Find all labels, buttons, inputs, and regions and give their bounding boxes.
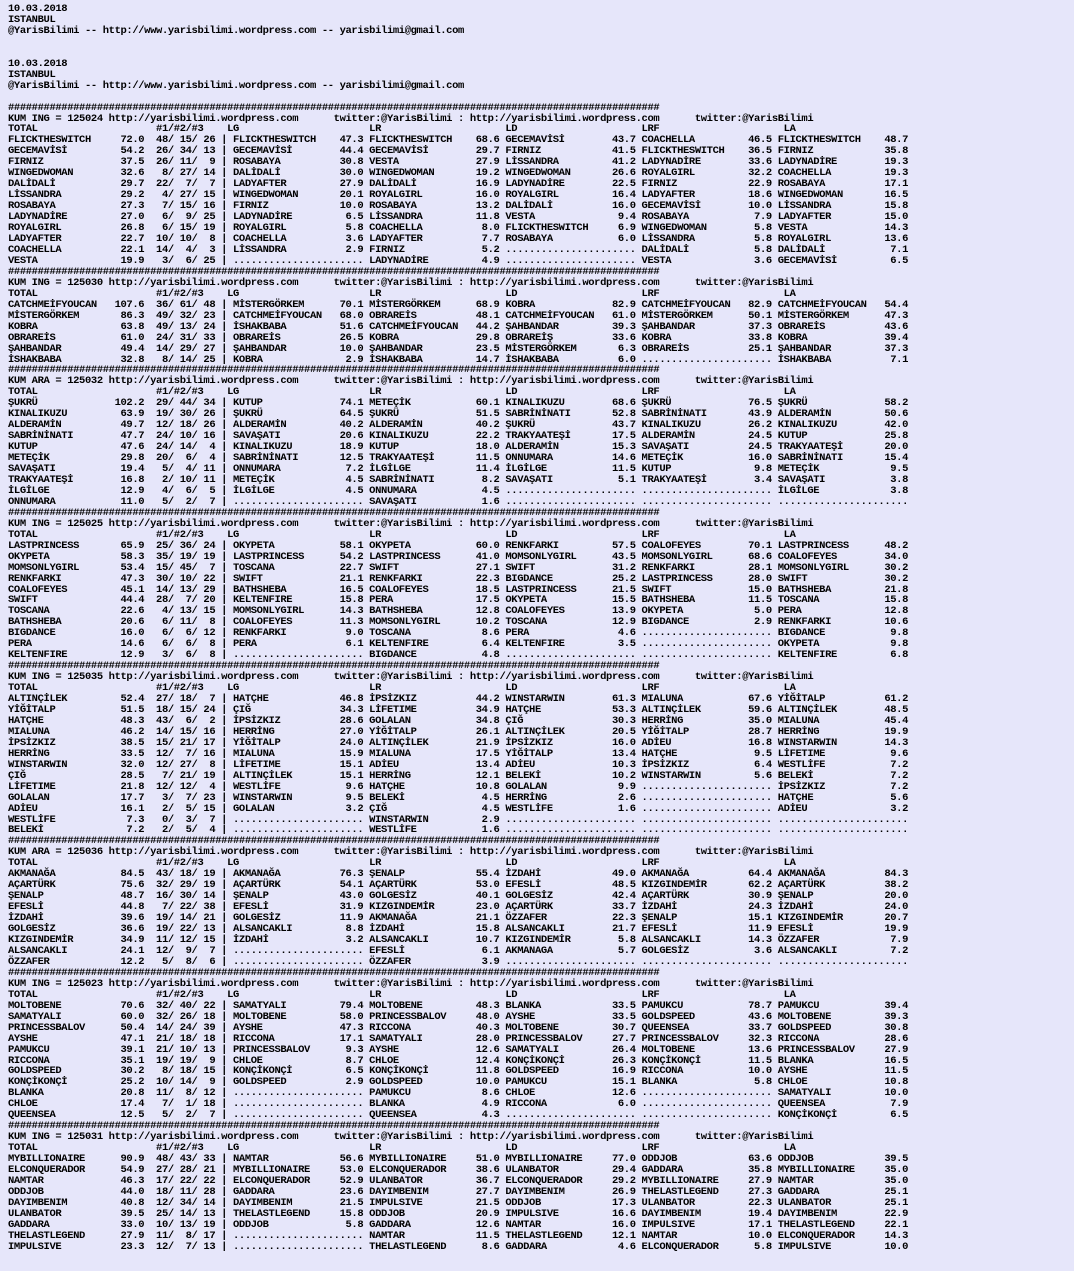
table-row: BIGDANCE 16.0 6/ 6/ 12 | RENKFARKI 9.0 TOSCANA 8.6 PERA 4.6 ...................... BIGDANCE 9.8 <box>8 627 908 640</box>
table-row: MİSTERGÖRKEM 86.3 49/ 32/ 23 | CATCHMEİFYOUCAN 68.0 OBRAREİS 48.1 CATCHMEİFYOUCAN 61.0 MİSTERGÖRKEM 50.1 MİSTERGÖRKEM 47.3 <box>8 309 908 322</box>
table-row: DALİDALİ 29.7 22/ 7/ 7 | LADYAFTER 27.9 DALİDALİ 16.9 LADYNADİRE 22.5 FIRNIZ 22.9 ROSABAYA 17.1 <box>8 178 908 191</box>
section-separator: ############################################################################################################## <box>8 101 660 114</box>
race-header-line: KUM ING = 125031 http://yarisbilimi.wordpress.com twitter:@YarisBilimi : http://yarisbilimi.wordpress.com twitter:@YarisBilimi <box>8 1131 814 1144</box>
table-row: GOLDSPEED 30.2 8/ 18/ 15 | KONÇİKONÇİ 6.5 KONÇİKONÇİ 11.8 GOLDSPEED 16.9 RICCONA 10.0 AYSHE 11.5 <box>8 1065 908 1078</box>
header-contact: @YarisBilimi -- http://www.yarisbilimi.wordpress.com -- yarisbilimi@gmail.com <box>8 79 464 92</box>
table-row: METEÇİK 29.8 20/ 6/ 4 | SABRİNİNATI 12.5 TRAKYAATEŞİ 11.5 ONNUMARA 14.6 METEÇİK 16.0 SABRİNİNATI 15.4 <box>8 452 908 465</box>
column-header-line: TOTAL #1/#2/#3 LG LR LD LRF LA <box>8 287 796 300</box>
section-separator: ############################################################################################################## <box>8 966 660 979</box>
table-row: LADYNADİRE 27.0 6/ 9/ 25 | LADYNADİRE 6.5 LİSSANDRA 11.8 VESTA 9.4 ROSABAYA 7.9 LADYAFTER 15.0 <box>8 211 908 224</box>
table-row: BELEKİ 7.2 2/ 5/ 4 | ...................... WESTLİFE 1.6 ...................... ...................... ...................... <box>8 824 908 837</box>
table-row: KINALIKUZU 63.9 19/ 30/ 26 | ŞUKRÜ 64.5 ŞUKRÜ 51.5 SABRİNİNATI 52.8 SABRİNİNATI 43.9 ALDERAMİN 50.6 <box>8 408 908 421</box>
column-header-line: TOTAL #1/#2/#3 LG LR LD LRF LA <box>8 528 796 541</box>
header-date: 10.03.2018 <box>8 3 68 15</box>
race-header-line: KUM ARA = 125032 http://yarisbilimi.wordpress.com twitter:@YarisBilimi : http://yarisbilimi.wordpress.com twitter:@YarisBilimi <box>8 375 814 388</box>
table-row: GOLGESİZ 36.6 19/ 22/ 13 | ALSANCAKLI 8.8 İZDAHİ 15.8 ALSANCAKLI 21.7 EFESLİ 11.9 EFESLİ 19.9 <box>8 923 908 936</box>
table-row: DAYIMBENIM 40.8 12/ 34/ 14 | DAYIMBENIM 21.5 IMPULSIVE 21.5 ODDJOB 17.3 ULANBATOR 22.3 ULANBATOR 25.1 <box>8 1196 908 1209</box>
table-row: KONÇİKONÇİ 25.2 10/ 14/ 9 | GOLDSPEED 2.9 GOLDSPEED 10.0 PAMUKCU 15.1 BLANKA 5.8 CHLOE 10.8 <box>8 1076 908 1089</box>
table-row: SAVAŞATI 19.4 5/ 4/ 11 | ONNUMARA 7.2 İLGİLGE 11.4 İLGİLGE 11.5 KUTUP 9.8 METEÇİK 9.5 <box>8 463 908 476</box>
race-section <box>8 967 908 1121</box>
header-city: ISTANBUL <box>8 13 56 26</box>
table-row: ODDJOB 44.0 18/ 11/ 28 | GADDARA 23.6 DAYIMBENIM 27.7 DAYIMBENIM 26.9 THELASTLEGEND 27.3 GADDARA 25.1 <box>8 1185 908 1198</box>
race-section <box>8 266 908 366</box>
race-header-line: KUM ING = 125030 http://yarisbilimi.wordpress.com twitter:@YarisBilimi : http://yarisbilimi.wordpress.com twitter:@YarisBilimi <box>8 276 814 289</box>
table-row: KUTUP 47.6 24/ 14/ 4 | KINALIKUZU 18.9 KUTUP 18.0 ALDERAMİN 15.3 SAVAŞATI 24.5 TRAKYAATEŞİ 20.0 <box>8 441 908 454</box>
race-section <box>8 1120 908 1252</box>
table-row: TRAKYAATEŞİ 16.8 2/ 10/ 11 | METEÇİK 4.5 SABRİNİNATI 8.2 SAVAŞATI 5.1 TRAKYAATEŞİ 3.4 SAVAŞATI 3.8 <box>8 473 908 486</box>
section-separator: ############################################################################################################## <box>8 265 660 278</box>
section-separator: ############################################################################################################## <box>8 364 660 377</box>
table-row: COALOFEYES 45.1 14/ 13/ 29 | BATHSHEBA 16.5 COALOFEYES 18.5 LASTPRINCESS 21.5 SWIFT 15.0 BATHSHEBA 21.8 <box>8 583 908 596</box>
table-row: YİĞİTALP 51.5 18/ 15/ 24 | ÇIĞ 34.3 LİFETIME 34.9 HATÇHE 53.3 ALTINÇİLEK 59.6 ALTINÇİLEK 48.5 <box>8 704 908 716</box>
race-header-line: KUM ING = 125024 http://yarisbilimi.wordpress.com twitter:@YarisBilimi : http://yarisbilimi.wordpress.com twitter:@YarisBilimi <box>8 112 814 125</box>
table-row: HATÇHE 48.3 43/ 6/ 2 | İPSİZKIZ 28.6 GOLALAN 34.8 ÇIĞ 30.3 HERRİNG 35.0 MIALUNA 45.4 <box>8 714 908 727</box>
table-row: FIRNIZ 37.5 26/ 11/ 9 | ROSABAYA 30.8 VESTA 27.9 LİSSANDRA 41.2 LADYNADİRE 33.6 LADYNADİRE 19.3 <box>8 156 908 169</box>
table-row: CATCHMEİFYOUCAN 107.6 36/ 61/ 48 | MİSTERGÖRKEM 70.1 MİSTERGÖRKEM 68.9 KOBRA 82.9 CATCHMEİFYOUCAN 82.9 CATCHMEİFYOUCAN 54.4 <box>8 298 908 311</box>
table-row: SWIFT 44.4 28/ 7/ 20 | KELTENFIRE 15.8 PERA 17.5 OKYPETA 15.5 BATHSHEBA 11.5 TOSCANA 15.8 <box>8 594 908 607</box>
table-row: THELASTLEGEND 27.9 11/ 8/ 17 | ...................... NAMTAR 11.5 THELASTLEGEND 12.1 NAMTAR 10.0 ELCONQUERADOR 14.3 <box>8 1229 908 1242</box>
table-row: ALDERAMİN 49.7 12/ 18/ 26 | ALDERAMİN 40.2 ALDERAMİN 40.2 ŞUKRÜ 43.7 KINALIKUZU 26.2 KINALIKUZU 42.0 <box>8 419 908 432</box>
table-row: MOLTOBENE 70.6 32/ 40/ 22 | SAMATYALI 79.4 MOLTOBENE 48.3 BLANKA 33.5 PAMUKCU 78.7 PAMUKCU 39.4 <box>8 999 908 1012</box>
table-row: ELCONQUERADOR 54.9 27/ 28/ 21 | MYBILLIONAIRE 53.0 ELCONQUERADOR 38.6 ULANBATOR 29.4 GADDARA 35.8 MYBILLIONAIRE 35.0 <box>8 1164 908 1177</box>
table-row: ULANBATOR 39.5 25/ 14/ 13 | THELASTLEGEND 15.8 ODDJOB 20.9 IMPULSIVE 16.6 DAYIMBENIM 19.4 DAYIMBENIM 22.9 <box>8 1207 908 1220</box>
race-section <box>8 102 908 267</box>
table-row: ŞUKRÜ 102.2 29/ 44/ 34 | KUTUP 74.1 METEÇİK 60.1 KINALIKUZU 68.6 ŞUKRÜ 76.5 ŞUKRÜ 58.2 <box>8 397 908 410</box>
table-row: ONNUMARA 11.0 5/ 2/ 7 | ...................... SAVAŞATI 1.6 ...................... ...................... ...................... <box>8 495 908 508</box>
table-row: ŞAHBANDAR 49.4 14/ 29/ 27 | ŞAHBANDAR 10.0 ŞAHBANDAR 23.5 MİSTERGÖRKEM 6.3 OBRAREİS 25.1 ŞAHBANDAR 37.3 <box>8 342 908 355</box>
table-row: EFESLİ 44.8 7/ 22/ 38 | EFESLİ 31.9 KIZGINDEMİR 23.0 AÇARTÜRK 33.7 İZDAHİ 24.3 İZDAHİ 24.0 <box>8 901 908 914</box>
table-row: İSHAKBABA 32.8 8/ 14/ 25 | KOBRA 2.9 İSHAKBABA 14.7 İSHAKBABA 6.0 ...................... İSHAKBABA 7.1 <box>8 353 908 366</box>
table-row: OKYPETA 58.3 35/ 19/ 19 | LASTPRINCESS 54.2 LASTPRINCESS 41.0 MOMSONLYGIRL 43.5 MOMSONLYGIRL 68.6 COALOFEYES 34.0 <box>8 550 908 563</box>
race-header-line: KUM ING = 125023 http://yarisbilimi.wordpress.com twitter:@YarisBilimi : http://yarisbilimi.wordpress.com twitter:@YarisBilimi <box>8 977 814 990</box>
section-separator: ############################################################################################################## <box>8 506 660 519</box>
table-row: HERRİNG 33.5 12/ 7/ 16 | MIALUNA 15.9 MIALUNA 17.5 YİĞİTALP 13.4 HATÇHE 9.5 LİFETIME 9.6 <box>8 747 908 760</box>
table-row: RICCONA 35.1 19/ 19/ 9 | CHLOE 8.7 CHLOE 12.4 KONÇİKONÇİ 26.3 KONÇİKONÇİ 11.5 BLANKA 16.5 <box>8 1054 908 1067</box>
table-row: CHLOE 17.4 7/ 1/ 18 | ...................... BLANKA 4.9 RICCONA 6.0 ...................... QUEENSEA 7.9 <box>8 1098 908 1111</box>
header-date: 10.03.2018 <box>8 57 68 70</box>
table-row: WINGEDWOMAN 32.6 8/ 27/ 14 | DALİDALİ 30.0 WINGEDWOMAN 19.2 WINGEDWOMAN 26.6 ROYALGIRL 32.2 COACHELLA 19.3 <box>8 167 908 180</box>
table-row: KELTENFIRE 12.9 3/ 6/ 8 | ...................... BIGDANCE 4.8 ...................... ...................... KELTENFIRE 6.8 <box>8 649 908 662</box>
section-separator: ############################################################################################################## <box>8 1120 660 1133</box>
table-row: GECEMAVİSİ 54.2 26/ 34/ 13 | GECEMAVİSİ 44.4 GECEMAVİSİ 29.7 FIRNIZ 41.5 FLICKTHESWITCH 36.5 FIRNIZ 35.8 <box>8 145 908 158</box>
race-header-line: KUM ING = 125035 http://yarisbilimi.wordpress.com twitter:@YarisBilimi : http://yarisbilimi.wordpress.com twitter:@YarisBilimi <box>8 671 814 684</box>
header-block-1 <box>8 3 464 37</box>
column-header-line: TOTAL #1/#2/#3 LG LR LD LRF LA <box>8 123 796 136</box>
table-row: İZDAHİ 39.6 19/ 14/ 21 | GOLGESİZ 11.9 AKMANAĞA 21.1 ÖZZAFER 22.3 ŞENALP 15.1 KIZGINDEMİR 20.7 <box>8 912 908 925</box>
table-row: LİFETIME 21.8 12/ 12/ 4 | WESTLİFE 9.6 HATÇHE 10.8 GOLALAN 9.9 ...................... İPSİZKIZ 7.2 <box>8 780 908 793</box>
table-row: OBRAREİS 61.0 24/ 31/ 33 | OBRAREİS 26.5 KOBRA 29.8 OBRAREİŞ 33.6 KOBRA 33.8 KOBRA 39.4 <box>8 331 908 344</box>
table-row: FLICKTHESWITCH 72.0 48/ 15/ 26 | FLICKTHESWITCH 47.3 FLICKTHESWITCH 68.6 GECEMAVİSİ 43.7 COACHELLA 46.5 FLICKTHESWITCH 48.7 <box>8 134 908 147</box>
table-row: BLANKA 20.8 11/ 8/ 12 | ...................... PAMUKCU 8.6 CHLOE 12.6 ...................... SAMATYALI 10.0 <box>8 1087 908 1100</box>
race-section <box>8 364 908 507</box>
race-sections <box>8 102 908 1253</box>
table-row: AKMANAĞA 84.5 43/ 18/ 19 | AKMANAĞA 76.3 ŞENALP 55.4 İZDAHİ 49.0 AKMANAĞA 64.4 AKMANAĞA 84.3 <box>8 868 908 881</box>
column-header-line: TOTAL #1/#2/#3 LG LR LD LRF LA <box>8 988 796 1001</box>
table-row: ŞENALP 48.7 16/ 30/ 14 | ŞENALP 43.0 GOLGESİZ 40.1 GOLGESİZ 42.4 AÇARTÜRK 30.9 ŞENALP 20.0 <box>8 890 908 903</box>
table-row: QUEENSEA 12.5 5/ 2/ 7 | ...................... QUEENSEA 4.3 ...................... ...................... KONÇİKONÇİ 6.5 <box>8 1109 908 1122</box>
header-block-2 <box>8 58 464 92</box>
race-header-line: KUM ING = 125025 http://yarisbilimi.wordpress.com twitter:@YarisBilimi : http://yarisbilimi.wordpress.com twitter:@YarisBilimi <box>8 517 814 530</box>
table-row: ALSANCAKLI 24.1 12/ 9/ 7 | ...................... EFESLİ 6.1 AKMANAGA 5.7 GOLGESİZ 3.6 ALSANCAKLI 7.2 <box>8 944 908 957</box>
table-row: AYSHE 47.1 21/ 18/ 18 | RICCONA 17.1 SAMATYALI 28.0 PRINCESSBALOV 27.7 PRINCESSBALOV 32.3 RICCONA 28.6 <box>8 1032 908 1045</box>
table-row: IMPULSIVE 23.3 12/ 7/ 13 | ...................... THELASTLEGEND 8.6 GADDARA 4.6 ELCONQUERADOR 5.8 IMPULSIVE 10.0 <box>8 1240 908 1253</box>
race-section <box>8 835 908 967</box>
table-row: WESTLİFE 7.3 0/ 3/ 7 | ...................... WINSTARWIN 2.9 ...................... ...................... ...................... <box>8 813 908 826</box>
table-row: COACHELLA 22.1 14/ 4/ 3 | LİSSANDRA 2.9 FIRNIZ 5.2 ...................... DALİDALİ 5.8 DALİDALİ 7.1 <box>8 243 908 256</box>
table-row: İPSİZKIZ 38.5 15/ 21/ 17 | YİĞİTALP 24.0 ALTINÇİLEK 21.9 İPSİZKIZ 16.0 ADİEU 16.8 WINSTARWIN 14.3 <box>8 736 908 749</box>
table-row: SABRİNİNATI 47.7 24/ 10/ 16 | SAVAŞATI 20.6 KINALIKUZU 22.2 TRAKYAATEŞİ 17.5 ALDERAMİN 24.5 KUTUP 25.8 <box>8 430 908 443</box>
table-row: ÖZZAFER 12.2 5/ 8/ 6 | ...................... ÖZZAFER 3.9 ...................... ...................... ...................... <box>8 955 908 968</box>
column-header-line: TOTAL #1/#2/#3 LG LR LD LRF LA <box>8 682 796 695</box>
table-row: ADİEU 16.1 2/ 5/ 15 | GOLALAN 3.2 ÇIĞ 4.5 WESTLİFE 1.6 ...................... ADİEU 3.2 <box>8 802 908 815</box>
race-section <box>8 660 908 836</box>
race-header-line: KUM ARA = 125036 http://yarisbilimi.wordpress.com twitter:@YarisBilimi : http://yarisbilimi.wordpress.com twitter:@YarisBilimi <box>8 846 814 859</box>
table-row: NAMTAR 46.3 17/ 22/ 22 | ELCONQUERADOR 52.9 ULANBATOR 36.7 ELCONQUERADOR 29.2 MYBILLIONAIRE 27.9 NAMTAR 35.0 <box>8 1174 908 1187</box>
section-separator: ############################################################################################################## <box>8 660 660 673</box>
table-row: LİSSANDRA 29.2 4/ 27/ 15 | WINGEDWOMAN 20.1 ROYALGIRL 16.0 ROYALGIRL 16.4 LADYAFTER 18.6 WINGEDWOMAN 16.5 <box>8 189 908 202</box>
table-row: TOSCANA 22.6 4/ 13/ 15 | MOMSONLYGIRL 14.3 BATHSHEBA 12.8 COALOFEYES 13.9 OKYPETA 5.0 PERA 12.8 <box>8 605 908 618</box>
table-row: PERA 14.6 6/ 6/ 8 | PERA 6.1 KELTENFIRE 6.4 KELTENFIRE 3.5 ...................... OKYPETA 9.8 <box>8 638 908 651</box>
column-header-line: TOTAL #1/#2/#3 LG LR LD LRF LA <box>8 857 796 870</box>
column-header-line: TOTAL #1/#2/#3 LG LR LD LRF LA <box>8 1142 796 1155</box>
table-row: İLGİLGE 12.9 4/ 6/ 5 | İLGİLGE 4.5 ONNUMARA 4.5 ...................... ...................... İLGİLGE 3.8 <box>8 484 908 497</box>
header-city: ISTANBUL <box>8 68 56 81</box>
table-row: LADYAFTER 22.7 10/ 10/ 8 | COACHELLA 3.6 LADYAFTER 7.7 ROSABAYA 6.0 LİSSANDRA 5.8 ROYALGIRL 13.6 <box>8 233 908 246</box>
table-row: AÇARTÜRK 75.6 32/ 29/ 19 | AÇARTÜRK 54.1 AÇARTÜRK 53.0 EFESLİ 48.5 KIZGINDEMİR 62.2 AÇARTÜRK 38.2 <box>8 879 908 892</box>
table-row: MYBILLIONAIRE 90.9 48/ 43/ 33 | NAMTAR 56.6 MYBILLIONAIRE 51.0 MYBILLIONAIRE 77.0 ODDJOB 63.6 ODDJOB 39.5 <box>8 1153 908 1166</box>
table-row: PRINCESSBALOV 50.4 14/ 24/ 39 | AYSHE 47.3 RICCONA 40.3 MOLTOBENE 30.7 QUEENSEA 33.7 GOLDSPEED 30.8 <box>8 1021 908 1034</box>
table-row: KOBRA 63.8 49/ 13/ 24 | İSHAKBABA 51.6 CATCHMEİFYOUCAN 44.2 ŞAHBANDAR 39.3 ŞAHBANDAR 37.3 OBRAREİS 43.6 <box>8 320 908 333</box>
header-contact: @YarisBilimi -- http://www.yarisbilimi.wordpress.com -- yarisbilimi@gmail.com <box>8 24 464 37</box>
table-row: ÇIĞ 28.5 7/ 21/ 19 | ALTINÇİLEK 15.1 HERRİNG 12.1 BELEKİ 10.2 WINSTARWIN 5.6 BELEKİ 7.2 <box>8 769 908 782</box>
race-section <box>8 507 908 661</box>
race-report-text <box>8 4 908 1253</box>
table-row: RENKFARKI 47.3 30/ 10/ 22 | SWIFT 21.1 RENKFARKI 22.3 BIGDANCE 25.2 LASTPRINCESS 28.0 SWIFT 30.2 <box>8 572 908 585</box>
column-header-line: TOTAL #1/#2/#3 LG LR LD LRF LA <box>8 386 796 399</box>
table-row: ROSABAYA 27.3 7/ 15/ 16 | FIRNIZ 10.0 ROSABAYA 13.2 DALİDALİ 16.0 GECEMAVİSİ 10.0 LİSSANDRA 15.8 <box>8 200 908 213</box>
table-row: PAMUKCU 39.1 21/ 10/ 13 | PRINCESSBALOV 9.3 AYSHE 12.6 SAMATYALI 26.4 MOLTOBENE 13.6 PRINCESSBALOV 27.9 <box>8 1043 908 1056</box>
table-row: BATHSHEBA 20.6 6/ 11/ 8 | COALOFEYES 11.3 MOMSONLYGIRL 10.2 TOSCANA 12.9 BIGDANCE 2.9 RENKFARKI 10.6 <box>8 616 908 629</box>
table-row: LASTPRINCESS 65.9 25/ 36/ 24 | OKYPETA 58.1 OKYPETA 60.0 RENKFARKI 57.5 COALOFEYES 70.1 LASTPRINCESS 48.2 <box>8 539 908 552</box>
table-row: KIZGINDEMİR 34.9 11/ 12/ 15 | İZDAHİ 3.2 ALSANCAKLI 10.7 KIZGINDEMİR 5.8 ALSANCAKLI 14.3 ÖZZAFER 7.9 <box>8 934 908 947</box>
table-row: WINSTARWIN 32.0 12/ 27/ 8 | LİFETIME 15.1 ADİEU 13.4 ADİEU 10.3 İPSİZKIZ 6.4 WESTLİFE 7.2 <box>8 758 908 771</box>
table-row: VESTA 19.9 3/ 6/ 25 | ...................... LADYNADİRE 4.9 ...................... VESTA 3.6 GECEMAVİSİ 6.5 <box>8 254 908 267</box>
section-separator: ############################################################################################################## <box>8 835 660 848</box>
table-row: MOMSONLYGIRL 53.4 15/ 45/ 7 | TOSCANA 22.7 SWIFT 27.1 SWIFT 31.2 RENKFARKI 28.1 MOMSONLYGIRL 30.2 <box>8 561 908 574</box>
table-row: ALTINÇİLEK 52.4 27/ 18/ 7 | HATÇHE 46.8 İPSİZKIZ 44.2 WINSTARWIN 61.3 MIALUNA 67.6 YİĞİTALP 61.2 <box>8 693 908 706</box>
table-row: GADDARA 33.0 10/ 13/ 19 | ODDJOB 5.8 GADDARA 12.6 NAMTAR 16.0 IMPULSIVE 17.1 THELASTLEGEND 22.1 <box>8 1218 908 1231</box>
table-row: MIALUNA 46.2 14/ 15/ 16 | HERRİNG 27.0 YİĞİTALP 26.1 ALTINÇİLEK 20.5 YİĞİTALP 28.7 HERRİNG 19.9 <box>8 725 908 738</box>
table-row: SAMATYALI 60.0 32/ 26/ 18 | MOLTOBENE 58.0 PRINCESSBALOV 48.0 AYSHE 33.5 GOLDSPEED 43.6 MOLTOBENE 39.3 <box>8 1010 908 1023</box>
table-row: ROYALGIRL 26.8 6/ 15/ 19 | ROYALGIRL 5.8 COACHELLA 8.0 FLICKTHESWITCH 6.9 WINGEDWOMAN 5.8 VESTA 14.3 <box>8 222 908 235</box>
table-row: GOLALAN 17.7 3/ 7/ 23 | WINSTARWIN 9.5 BELEKİ 4.5 HERRİNG 2.6 ...................... HATÇHE 5.6 <box>8 791 908 804</box>
